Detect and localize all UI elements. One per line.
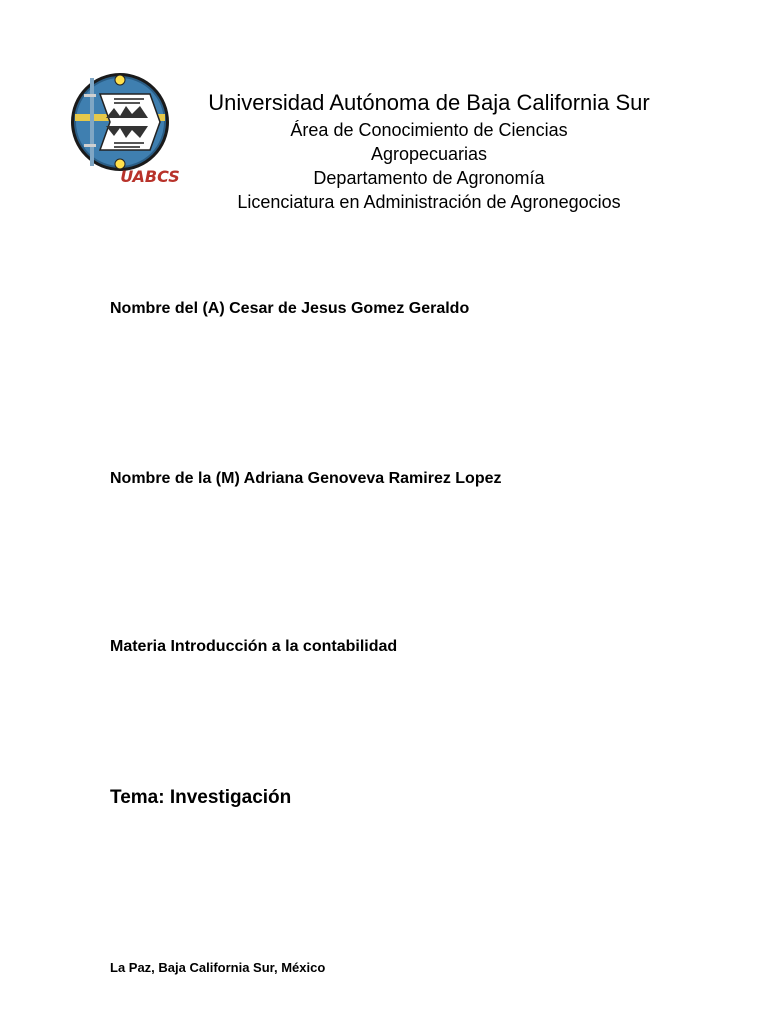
location-footer: La Paz, Baja California Sur, México <box>110 960 326 975</box>
topic-heading: Tema: Investigación <box>110 787 292 808</box>
document-header <box>190 88 668 214</box>
subject-name: Materia Introducción a la contabilidad <box>110 638 398 655</box>
area-line-1: Área de Conocimiento de Ciencias <box>290 120 568 140</box>
uabcs-seal-icon <box>70 70 180 190</box>
student-name: Nombre del (A) Cesar de Jesus Gomez Geraldo <box>110 300 470 317</box>
department-name: Departamento de Agronomía <box>313 168 545 188</box>
university-logo <box>70 70 180 190</box>
degree-name: Licenciatura en Administración de Agronegocios <box>237 192 621 212</box>
logo-wordmark: UABCS <box>120 167 180 186</box>
teacher-name: Nombre de la (M) Adriana Genoveva Ramirez Lopez <box>110 470 502 487</box>
university-name: Universidad Autónoma de Baja California Sur <box>208 90 650 115</box>
area-line-2: Agropecuarias <box>370 144 488 164</box>
